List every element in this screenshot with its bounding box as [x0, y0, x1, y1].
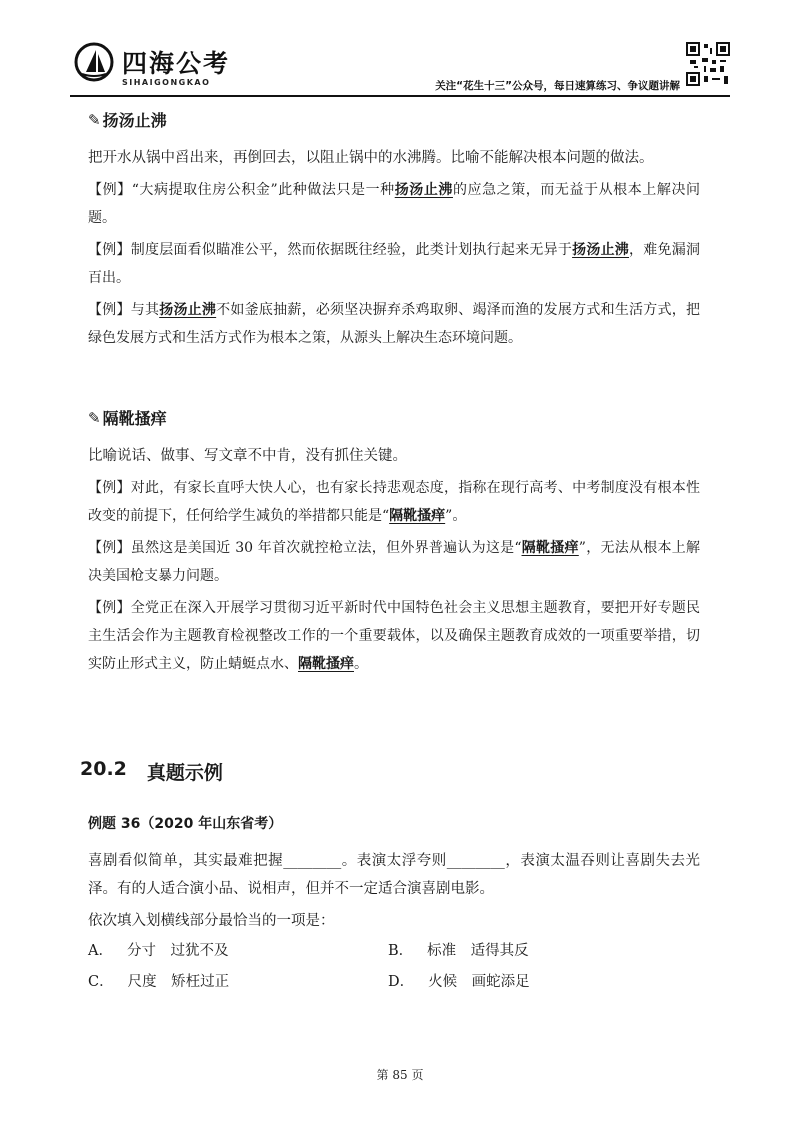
answer-option-a[interactable] [88, 939, 388, 960]
section-number: 20.2 [80, 758, 127, 780]
idiom-term: 隔靴搔痒 [102, 409, 167, 428]
idiom-definition: 把开水从锅中舀出来，再倒回去，以阻止锅中的水沸腾。比喻不能解决根本问题的做法。 [88, 150, 654, 166]
example-sentence: 【例】全党正在深入开展学习贯彻习近平新时代中国特色社会主义思想主题教育，要把开好专题民主生活会作为主题教育检视整改工作的一个重要载体，以及确保主题教育成效的一项重要举措，切实防止形式主义，防止蜻蜓点水、隔靴搔痒。 [88, 600, 700, 672]
pencil-icon: ✎ [88, 408, 101, 427]
idiom-heading [88, 406, 700, 429]
qr-code-icon [686, 42, 730, 86]
option-text: 标准 适得其反 [427, 943, 529, 959]
example-sentence: 【例】对此，有家长直呼大快人心，也有家长持悲观态度，指称在现行高考、中考制度没有根本性改变的前提下，任何给学生减负的举措都只能是“隔靴搔痒”。 [88, 480, 700, 524]
idiom-entry [88, 406, 700, 678]
logo-name: 四海公考 [122, 49, 231, 78]
question-prompt: 依次填入划横线部分最恰当的一项是： [88, 913, 335, 929]
answer-options [88, 939, 700, 991]
option-text: 分寸 过犹不及 [126, 943, 229, 959]
logo-subtitle: SIHAIGONGKAO [122, 78, 211, 87]
page-number: 第 85 页 [376, 1068, 424, 1082]
header-divider [70, 95, 730, 97]
option-text: 尺度 矫枉过正 [127, 974, 230, 990]
idiom-definition: 比喻说话、做事、写文章不中肯，没有抓住关键。 [88, 448, 407, 464]
option-letter: B． [388, 943, 414, 959]
page-header [70, 40, 730, 98]
section-title: 真题示例 [146, 762, 223, 784]
idiom-term: 扬汤止沸 [102, 111, 167, 130]
option-letter: D． [388, 974, 415, 990]
highlighted-idiom: 扬汤止沸 [159, 302, 217, 318]
option-letter: C． [88, 974, 114, 990]
option-letter: A． [88, 943, 113, 959]
question-body: 喜剧看似简单，其实最难把握________。表演太浮夸则________，表演太温吞则让喜剧失去光泽。有的人适合演小品、说相声，但并不一定适合演喜剧电影。 [88, 853, 700, 897]
practice-question [88, 813, 700, 991]
highlighted-idiom: 隔靴搔痒 [298, 656, 354, 672]
highlighted-idiom: 扬汤止沸 [572, 242, 630, 258]
header-note: 关注“花生十三”公众号，每日速算练习、争议题讲解 [435, 80, 680, 92]
sail-logo-icon [74, 42, 114, 82]
highlighted-idiom: 隔靴搔痒 [389, 508, 446, 524]
example-sentence: 【例】与其扬汤止沸不如釜底抽薪，必须坚决摒弃杀鸡取卵、竭泽而渔的发展方式和生活方式，把绿色发展方式和生活方式作为根本之策，从源头上解决生态环境问题。 [88, 302, 701, 346]
answer-option-c[interactable] [88, 970, 388, 991]
idiom-heading [88, 108, 700, 131]
answer-option-b[interactable] [388, 939, 688, 960]
example-sentence: 【例】“大病提取住房公积金”此种做法只是一种扬汤止沸的应急之策，而无益于从根本上解决问题。 [88, 182, 701, 226]
answer-option-d[interactable] [388, 970, 688, 991]
section-heading [80, 758, 700, 785]
highlighted-idiom: 隔靴搔痒 [521, 540, 579, 556]
highlighted-idiom: 扬汤止沸 [394, 182, 453, 198]
example-sentence: 【例】虽然这是美国近 30 年首次就控枪立法，但外界普遍认为这是“隔靴搔痒”，无法从根本上解决美国枪支暴力问题。 [88, 540, 700, 584]
example-sentence: 【例】制度层面看似瞄准公平，然而依据既往经验，此类计划执行起来无异于扬汤止沸，难免漏洞百出。 [88, 242, 700, 286]
idiom-entry [88, 108, 700, 352]
brand-logo [70, 40, 330, 96]
question-title: 例题 36（2020 年山东省考） [88, 816, 283, 832]
option-text: 火候 画蛇添足 [428, 974, 530, 990]
page-content [80, 108, 701, 991]
pencil-icon: ✎ [88, 110, 101, 129]
